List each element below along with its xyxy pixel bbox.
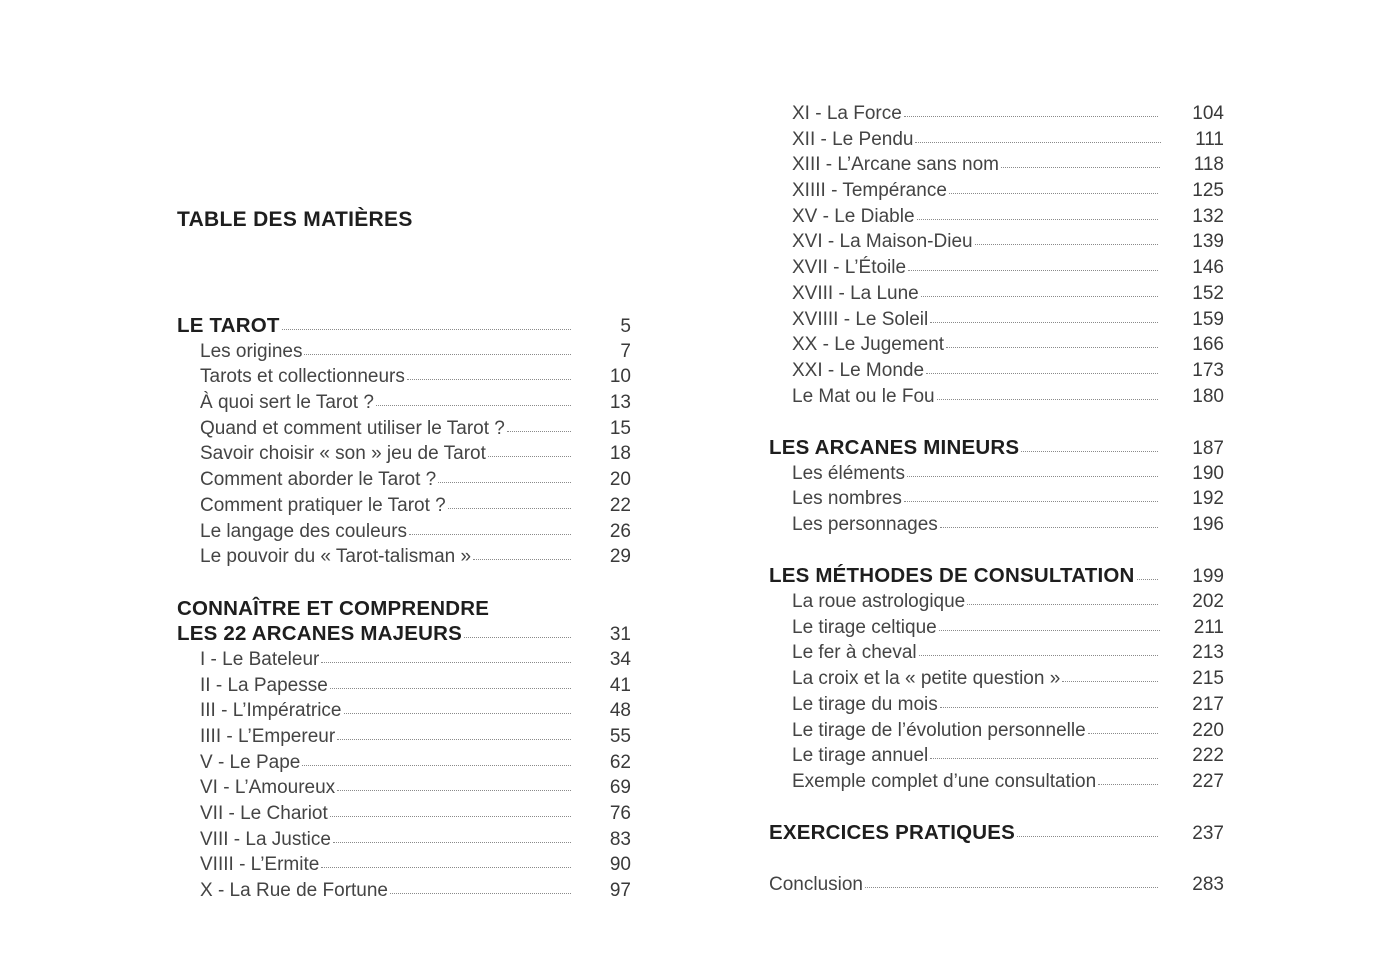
- dot-leader: [1062, 681, 1158, 682]
- section-title: LE TAROT: [177, 314, 280, 337]
- toc-entry[interactable]: [177, 339, 631, 365]
- dot-leader: [915, 142, 1161, 143]
- entry-title: Les nombres: [792, 488, 902, 510]
- page-number: 69: [609, 777, 631, 799]
- toc-entry[interactable]: [769, 332, 1224, 358]
- toc-section-heading[interactable]: [177, 313, 631, 339]
- entry-title: VIIII - L’Ermite: [200, 854, 320, 876]
- toc-entry[interactable]: [769, 512, 1224, 538]
- entry-title: Savoir choisir « son » jeu de Tarot: [200, 443, 486, 465]
- page-number: 190: [1192, 462, 1224, 484]
- dot-leader: [438, 482, 571, 483]
- toc-entry-conclusion[interactable]: [769, 872, 1224, 898]
- page-number: 187: [1192, 437, 1224, 459]
- dot-leader: [473, 559, 571, 560]
- dot-leader: [390, 893, 571, 894]
- entry-title: Le tirage du mois: [792, 693, 938, 715]
- dot-leader: [376, 405, 571, 406]
- page-number: 20: [609, 469, 631, 491]
- dot-leader: [949, 193, 1158, 194]
- page-number: 139: [1192, 231, 1224, 253]
- entry-title: Le pouvoir du « Tarot-talisman »: [200, 546, 472, 568]
- toc-section-heading[interactable]: [177, 621, 631, 647]
- toc-entry[interactable]: [769, 666, 1224, 692]
- dot-leader: [1021, 451, 1158, 452]
- entry-title: XX - Le Jugement: [792, 334, 945, 356]
- dot-leader: [917, 219, 1159, 220]
- toc-entry[interactable]: [769, 461, 1224, 487]
- dot-leader: [940, 527, 1159, 528]
- entry-title: III - L’Impératrice: [200, 700, 342, 722]
- page-number: 7: [620, 340, 631, 362]
- toc-entry[interactable]: [769, 615, 1224, 641]
- page-number: 13: [609, 392, 631, 414]
- entry-title: Le tirage celtique: [792, 616, 937, 638]
- toc-entry[interactable]: [769, 152, 1224, 178]
- toc-entry[interactable]: [177, 852, 631, 878]
- toc-entry[interactable]: [177, 878, 631, 904]
- toc-entry[interactable]: [769, 127, 1224, 153]
- entry-title: Le Mat ou le Fou: [792, 385, 935, 407]
- entry-title: V - Le Pape: [200, 751, 301, 773]
- toc-entry[interactable]: [769, 743, 1224, 769]
- page-number: 202: [1192, 591, 1224, 613]
- page-number: 125: [1192, 180, 1224, 202]
- section-title: LES MÉTHODES DE CONSULTATION: [769, 564, 1135, 588]
- page-number: 237: [1192, 823, 1224, 845]
- entry-title: La roue astrologique: [792, 591, 966, 613]
- entry-title: XIII - L’Arcane sans nom: [792, 154, 999, 176]
- page-number: 83: [609, 828, 631, 850]
- toc-entry[interactable]: [177, 441, 631, 467]
- dot-leader: [1137, 579, 1159, 580]
- toc-entry[interactable]: [177, 750, 631, 776]
- toc-entry[interactable]: [177, 519, 631, 545]
- toc-entry[interactable]: [177, 364, 631, 390]
- dot-leader: [926, 373, 1158, 374]
- entry-title: Le tirage annuel: [792, 745, 929, 767]
- dot-leader: [1098, 784, 1158, 785]
- dot-leader: [464, 637, 571, 638]
- dot-leader: [930, 758, 1158, 759]
- section-title: LES 22 ARCANES MAJEURS: [177, 622, 463, 646]
- toc-entry[interactable]: [769, 486, 1224, 512]
- toc-entry[interactable]: [769, 178, 1224, 204]
- toc-entry[interactable]: [769, 281, 1224, 307]
- toc-entry[interactable]: [177, 416, 631, 442]
- toc-entry[interactable]: [177, 544, 631, 570]
- page-number: 180: [1192, 385, 1224, 407]
- toc-entry[interactable]: [769, 692, 1224, 718]
- entry-title: II - La Papesse: [200, 674, 328, 696]
- page-number: 90: [609, 854, 631, 876]
- page-number: 166: [1192, 334, 1224, 356]
- dot-leader: [488, 456, 571, 457]
- page-number: 34: [609, 648, 631, 670]
- dot-leader: [507, 431, 571, 432]
- page-number: 222: [1192, 745, 1224, 767]
- dot-leader: [304, 354, 571, 355]
- entry-title: Comment pratiquer le Tarot ?: [200, 494, 446, 516]
- dot-leader: [904, 501, 1158, 502]
- entry-title: XVI - La Maison-Dieu: [792, 231, 973, 253]
- toc-entry[interactable]: [769, 204, 1224, 230]
- entry-title: VII - Le Chariot: [200, 803, 328, 825]
- dot-leader: [333, 842, 571, 843]
- entry-title: XIIII - Tempérance: [792, 180, 947, 202]
- page-number: 55: [609, 726, 631, 747]
- page-number: 146: [1192, 257, 1224, 279]
- page-number: 76: [609, 803, 631, 825]
- entry-title: XXI - Le Monde: [792, 359, 925, 381]
- entry-title: Le fer à cheval: [792, 642, 917, 664]
- page-number: 227: [1192, 770, 1224, 792]
- toc-entry[interactable]: [769, 640, 1224, 666]
- entry-title: Quand et comment utiliser le Tarot ?: [200, 417, 505, 439]
- toc-entry[interactable]: [769, 255, 1224, 281]
- page-number: 152: [1192, 282, 1224, 304]
- toc-entry[interactable]: [177, 647, 631, 673]
- entry-title: IIII - L’Empereur: [200, 726, 336, 747]
- page-number: 10: [609, 366, 631, 388]
- dot-leader: [321, 662, 571, 663]
- page-number: 111: [1195, 128, 1224, 150]
- section-title: EXERCICES PRATIQUES: [769, 821, 1016, 845]
- toc-entry[interactable]: [769, 229, 1224, 255]
- entry-title: Conclusion: [769, 873, 863, 895]
- dot-leader: [448, 508, 571, 509]
- toc-left-column: [177, 313, 631, 904]
- section-title-line1: CONNAÎTRE ET COMPRENDRE: [177, 596, 490, 620]
- page-number: 132: [1192, 205, 1224, 227]
- entry-title: Les éléments: [792, 462, 906, 484]
- dot-leader: [282, 329, 571, 330]
- entry-title: Le tirage de l’évolution personnelle: [792, 719, 1086, 741]
- toc-entry[interactable]: [769, 101, 1224, 127]
- page-number: 18: [609, 443, 631, 465]
- entry-title: Tarots et collectionneurs: [200, 366, 405, 388]
- entry-title: Le langage des couleurs: [200, 520, 408, 542]
- toc-entry[interactable]: [769, 307, 1224, 333]
- toc-entry[interactable]: [177, 698, 631, 724]
- entry-title: VIII - La Justice: [200, 828, 331, 850]
- dot-leader: [330, 688, 571, 689]
- entry-title: XII - Le Pendu: [792, 128, 914, 150]
- dot-leader: [919, 655, 1159, 656]
- page-number: 97: [609, 880, 631, 902]
- dot-leader: [1017, 836, 1158, 837]
- toc-entry[interactable]: [177, 801, 631, 827]
- toc-section-heading[interactable]: [769, 820, 1224, 846]
- dot-leader: [344, 713, 572, 714]
- dot-leader: [330, 816, 571, 817]
- dot-leader: [1001, 167, 1160, 168]
- dot-leader: [967, 604, 1158, 605]
- entry-title: XVIII - La Lune: [792, 282, 919, 304]
- page-number: 15: [609, 417, 631, 439]
- dot-leader: [1088, 733, 1159, 734]
- section-title: LES ARCANES MINEURS: [769, 435, 1020, 459]
- page-number: 41: [609, 674, 631, 696]
- toc-section-heading[interactable]: [769, 563, 1224, 589]
- page-number: 48: [609, 700, 631, 722]
- toc-entry[interactable]: [769, 358, 1224, 384]
- toc-entry[interactable]: [177, 673, 631, 699]
- dot-leader: [939, 630, 1160, 631]
- page-number: 29: [609, 546, 631, 568]
- dot-leader: [937, 399, 1159, 400]
- page-number: 22: [609, 494, 631, 516]
- dot-leader: [337, 739, 571, 740]
- toc-entry[interactable]: [177, 493, 631, 519]
- dot-leader: [321, 867, 571, 868]
- toc-entry[interactable]: [769, 589, 1224, 615]
- dot-leader: [409, 534, 571, 535]
- page-number: 5: [620, 316, 631, 337]
- page-number: 220: [1192, 719, 1224, 741]
- entry-title: VI - L’Amoureux: [200, 777, 336, 799]
- page-number: 62: [609, 751, 631, 773]
- page-number: 283: [1192, 873, 1224, 895]
- toc-entry[interactable]: [177, 724, 631, 750]
- page-number: 118: [1193, 154, 1224, 176]
- entry-title: Exemple complet d’une consultation: [792, 770, 1097, 792]
- toc-entry[interactable]: [769, 769, 1224, 795]
- dot-leader: [337, 790, 571, 791]
- entry-title: Les origines: [200, 340, 303, 362]
- page-number: 104: [1192, 103, 1224, 124]
- entry-title: I - Le Bateleur: [200, 648, 320, 670]
- page-number: 196: [1192, 514, 1224, 535]
- entry-title: La croix et la « petite question »: [792, 668, 1061, 690]
- toc-right-column: [769, 101, 1224, 897]
- dot-leader: [975, 244, 1159, 245]
- dot-leader: [302, 765, 571, 766]
- toc-entry[interactable]: [177, 467, 631, 493]
- entry-title: X - La Rue de Fortune: [200, 880, 388, 902]
- page-number: 173: [1192, 359, 1224, 381]
- page-number: 26: [609, 520, 631, 542]
- dot-leader: [865, 887, 1158, 888]
- page-number: 159: [1192, 308, 1224, 330]
- toc-entry[interactable]: [769, 718, 1224, 744]
- entry-title: Comment aborder le Tarot ?: [200, 469, 437, 491]
- page-number: 31: [609, 624, 631, 646]
- entry-title: XVII - L’Étoile: [792, 257, 907, 279]
- dot-leader: [940, 707, 1159, 708]
- dot-leader: [946, 347, 1158, 348]
- entry-title: XI - La Force: [792, 103, 902, 124]
- page-number: 213: [1192, 642, 1224, 664]
- dot-leader: [904, 116, 1158, 117]
- page-number: 215: [1192, 668, 1224, 690]
- page-title: TABLE DES MATIÈRES: [177, 208, 413, 231]
- page-number: 211: [1193, 616, 1224, 638]
- page-number: 199: [1192, 566, 1224, 588]
- entry-title: XV - Le Diable: [792, 205, 915, 227]
- toc-entry[interactable]: [177, 827, 631, 853]
- dot-leader: [921, 296, 1159, 297]
- page-number: 192: [1192, 488, 1224, 510]
- entry-title: XVIIII - Le Soleil: [792, 308, 929, 330]
- page-number: 217: [1192, 693, 1224, 715]
- toc-entry[interactable]: [177, 390, 631, 416]
- dot-leader: [930, 322, 1158, 323]
- entry-title: À quoi sert le Tarot ?: [200, 392, 374, 414]
- entry-title: Les personnages: [792, 514, 938, 535]
- dot-leader: [908, 270, 1158, 271]
- toc-entry[interactable]: [177, 775, 631, 801]
- toc-entry[interactable]: [769, 384, 1224, 410]
- dot-leader: [907, 476, 1158, 477]
- dot-leader: [407, 379, 571, 380]
- toc-section-heading[interactable]: [769, 435, 1224, 461]
